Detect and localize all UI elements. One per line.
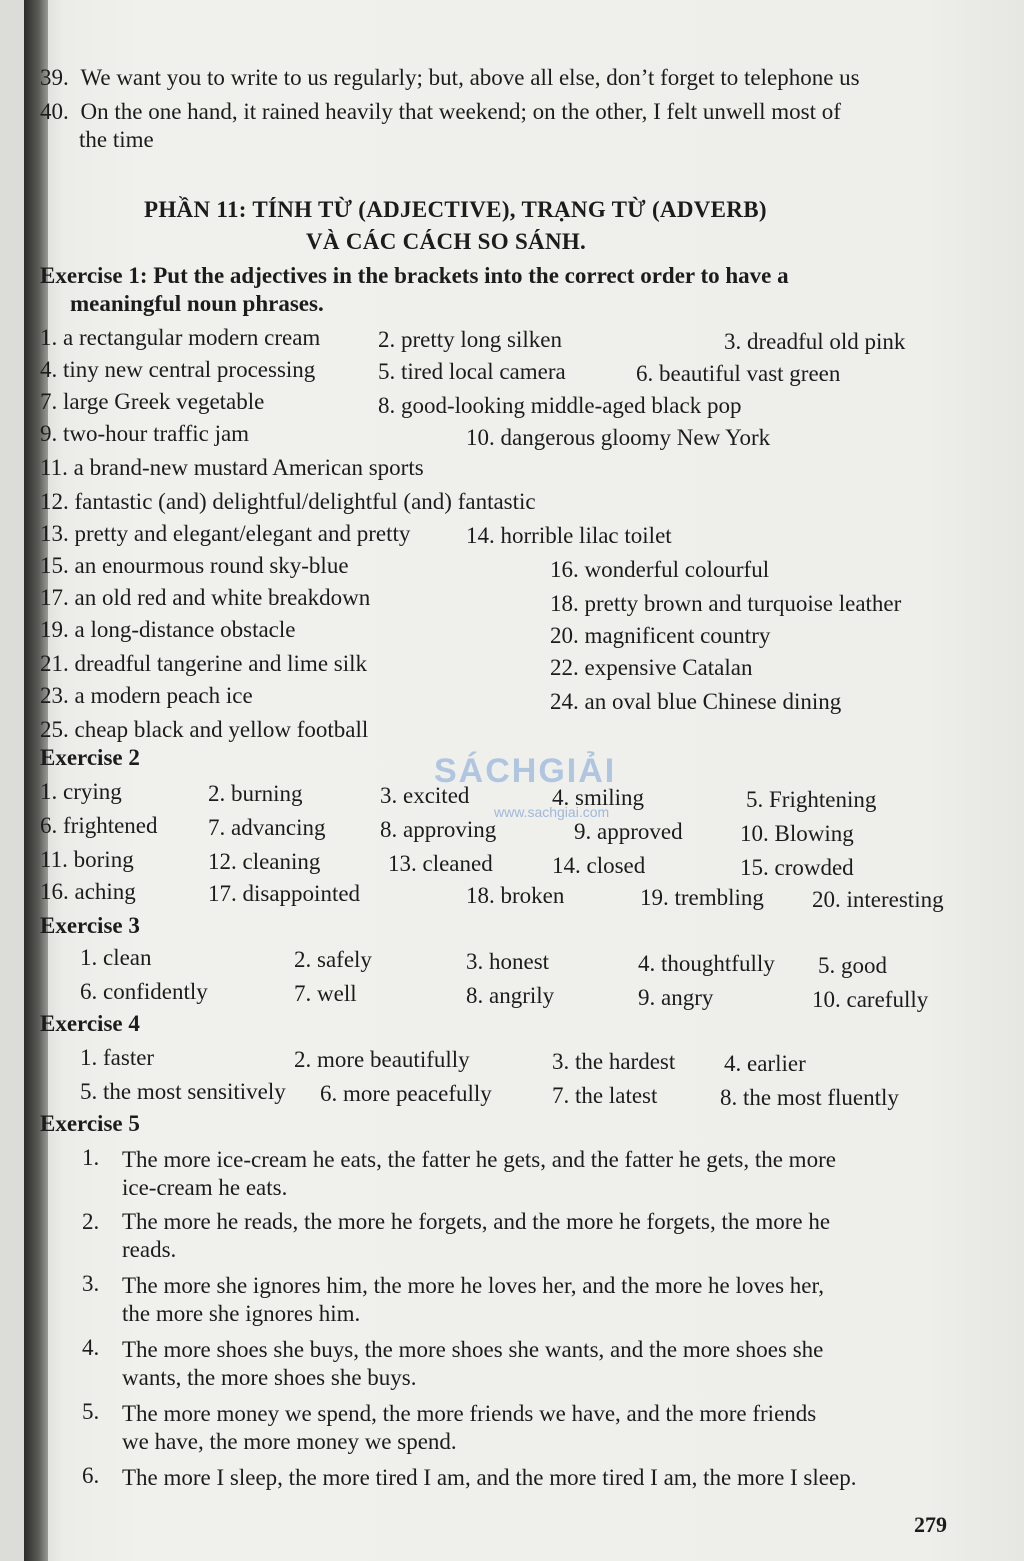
ex5-sentence-cont: wants, the more shoes she buys. (122, 1365, 417, 1390)
item-text: On the one hand, it rained heavily that weekend; on the other, I felt unwell most of (80, 99, 841, 124)
ex2-answer: 17. disappointed (208, 881, 361, 906)
ex4-answer: 6. more peacefully (320, 1081, 492, 1106)
page-number: 279 (914, 1512, 947, 1537)
ex1-answer: 12. fantastic (and) delightful/delightful (and) fantastic (40, 489, 536, 514)
book-page (24, 0, 1024, 1561)
ex1-answer: 23. a modern peach ice (40, 683, 253, 708)
ex1-answer: 1. a rectangular modern cream (40, 325, 321, 350)
ex5-number: 3. (82, 1271, 100, 1296)
watermark-url: www.sachgiai.com (494, 804, 610, 820)
ex2-answer: 8. approving (380, 817, 497, 842)
ex1-answer: 15. an enourmous round sky-blue (40, 553, 349, 578)
item-text: We want you to write to us regularly; but, above all else, don’t forget to telephone us (80, 65, 860, 90)
ex3-answer: 7. well (294, 981, 357, 1006)
ex1-answer: 5. tired local camera (378, 359, 566, 384)
ex5-sentence-cont: reads. (122, 1237, 177, 1262)
exercise-1-heading-cont: meaningful noun phrases. (70, 291, 324, 316)
ex4-answer: 1. faster (80, 1045, 155, 1070)
exercise-1-heading: Exercise 1: Put the adjectives in the brackets into the correct order to have a (40, 263, 789, 288)
ex1-answer: 14. horrible lilac toilet (466, 523, 672, 548)
ex1-answer: 22. expensive Catalan (550, 655, 753, 680)
ex3-answer: 2. safely (294, 947, 372, 972)
item-40 (40, 98, 841, 126)
ex5-sentence: The more shoes she buys, the more shoes she wants, and the more shoes she (122, 1337, 824, 1362)
ex1-answer: 6. beautiful vast green (636, 361, 841, 386)
exercise-2-heading: Exercise 2 (40, 745, 140, 770)
ex3-answer: 5. good (818, 953, 887, 978)
ex2-answer: 4. smiling (552, 785, 645, 810)
ex1-answer: 18. pretty brown and turquoise leather (550, 591, 902, 616)
ex1-answer: 4. tiny new central processing (40, 357, 316, 382)
ex4-answer: 4. earlier (724, 1051, 806, 1076)
ex1-answer: 3. dreadful old pink (724, 329, 906, 354)
item-number: 39. (40, 65, 69, 90)
ex3-answer: 10. carefully (812, 987, 929, 1012)
ex5-sentence: The more he reads, the more he forgets, and the more he forgets, the more he (122, 1209, 831, 1234)
ex5-number: 4. (82, 1335, 100, 1360)
ex3-answer: 3. honest (466, 949, 550, 974)
ex2-answer: 16. aching (40, 879, 136, 904)
ex1-answer: 21. dreadful tangerine and lime silk (40, 651, 368, 676)
ex3-answer: 4. thoughtfully (638, 951, 775, 976)
ex5-number: 5. (82, 1399, 100, 1424)
ex2-answer: 10. Blowing (740, 821, 854, 846)
sachgiai-watermark: SÁCHGIẢI (434, 752, 617, 790)
ex1-answer: 7. large Greek vegetable (40, 389, 265, 414)
section-title-line2: VÀ CÁC CÁCH SO SÁNH. (306, 229, 587, 254)
ex3-answer: 1. clean (80, 945, 152, 970)
ex2-answer: 11. boring (40, 847, 134, 872)
ex5-sentence: The more money we spend, the more friends we have, and the more friends (122, 1401, 817, 1426)
ex2-answer: 6. frightened (40, 813, 158, 838)
ex2-answer: 3. excited (380, 783, 470, 808)
ex1-answer: 24. an oval blue Chinese dining (550, 689, 842, 714)
ex5-sentence: The more she ignores him, the more he loves her, and the more he loves her, (122, 1273, 824, 1298)
ex5-sentence-cont: ice-cream he eats. (122, 1175, 288, 1200)
ex3-answer: 9. angry (638, 985, 714, 1010)
ex5-number: 1. (82, 1145, 100, 1170)
ex1-answer: 13. pretty and elegant/elegant and pretty (40, 521, 411, 546)
ex2-answer: 18. broken (466, 883, 565, 908)
ex5-sentence: The more ice-cream he eats, the fatter he gets, and the fatter he gets, the more (122, 1147, 836, 1172)
ex2-answer: 14. closed (552, 853, 646, 878)
exercise-3-heading: Exercise 3 (40, 913, 140, 938)
ex1-answer: 10. dangerous gloomy New York (466, 425, 771, 450)
ex2-answer: 20. interesting (812, 887, 944, 912)
ex4-answer: 7. the latest (552, 1083, 658, 1108)
ex1-answer: 11. a brand-new mustard American sports (40, 455, 424, 480)
ex5-sentence: The more I sleep, the more tired I am, and the more tired I am, the more I sleep. (122, 1465, 857, 1490)
ex2-answer: 1. crying (40, 779, 122, 804)
ex5-number: 2. (82, 1209, 100, 1234)
ex2-answer: 13. cleaned (388, 851, 493, 876)
ex5-sentence-cont: the more she ignores him. (122, 1301, 361, 1326)
ex1-answer: 8. good-looking middle-aged black pop (378, 393, 742, 418)
exercise-4-heading: Exercise 4 (40, 1011, 140, 1036)
ex2-answer: 5. Frightening (746, 787, 877, 812)
item-39 (40, 64, 860, 92)
ex1-answer: 2. pretty long silken (378, 327, 562, 352)
ex1-answer: 17. an old red and white breakdown (40, 585, 371, 610)
ex2-answer: 9. approved (574, 819, 683, 844)
ex1-answer: 9. two-hour traffic jam (40, 421, 250, 446)
ex2-answer: 2. burning (208, 781, 303, 806)
ex1-answer: 19. a long-distance obstacle (40, 617, 296, 642)
item-40-continued (79, 126, 154, 154)
ex3-answer: 8. angrily (466, 983, 555, 1008)
ex4-answer: 2. more beautifully (294, 1047, 470, 1072)
ex3-answer: 6. confidently (80, 979, 208, 1004)
ex1-answer: 16. wonderful colourful (550, 557, 770, 582)
section-title-line1: PHẦN 11: TÍNH TỪ (ADJECTIVE), TRẠNG TỪ (ADVERB) (144, 197, 767, 222)
ex4-answer: 8. the most fluently (720, 1085, 899, 1110)
ex2-answer: 15. crowded (740, 855, 854, 880)
ex5-number: 6. (82, 1463, 100, 1488)
ex2-answer: 19. trembling (640, 885, 764, 910)
ex2-answer: 12. cleaning (208, 849, 321, 874)
exercise-5-heading: Exercise 5 (40, 1111, 140, 1136)
ex2-answer: 7. advancing (208, 815, 326, 840)
ex5-sentence-cont: we have, the more money we spend. (122, 1429, 457, 1454)
item-text: the time (79, 127, 154, 152)
ex4-answer: 3. the hardest (552, 1049, 676, 1074)
ex4-answer: 5. the most sensitively (80, 1079, 286, 1104)
item-number: 40. (40, 99, 69, 124)
ex1-answer: 20. magnificent country (550, 623, 771, 648)
ex1-answer: 25. cheap black and yellow football (40, 717, 369, 742)
